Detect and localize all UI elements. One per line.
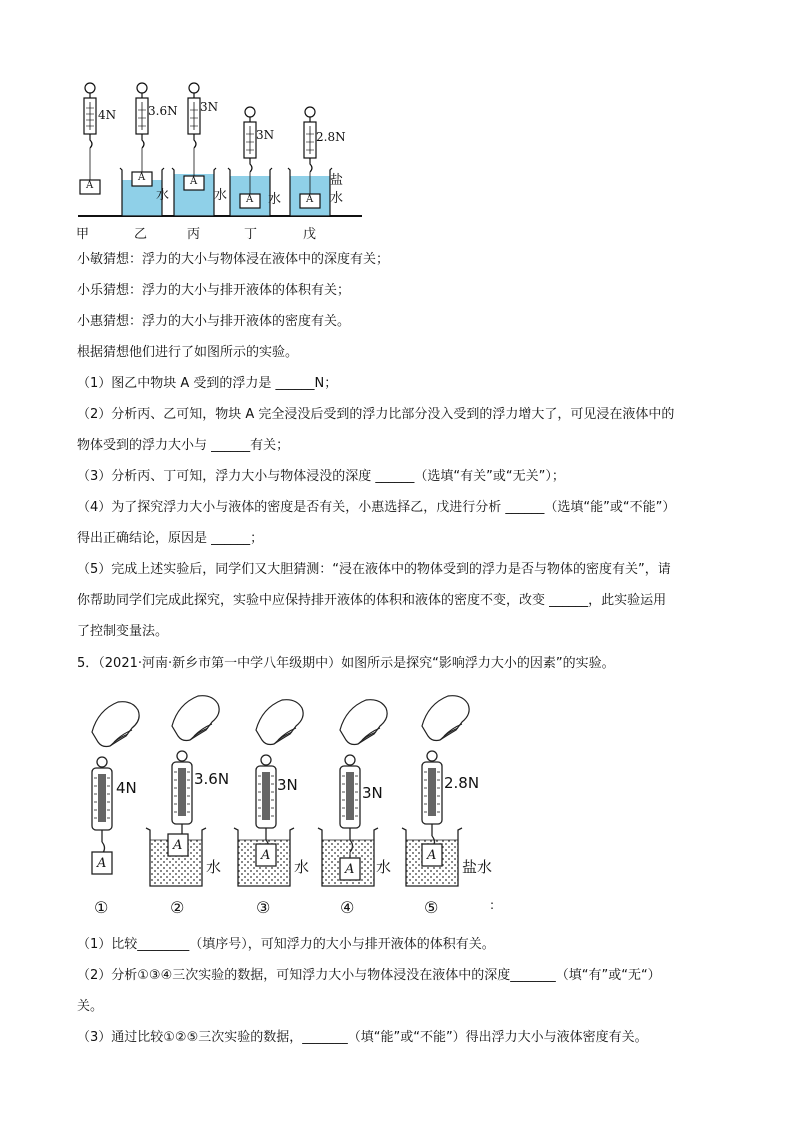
fig1-block-wu: A (306, 194, 314, 205)
fig1-block-yi: A (138, 172, 146, 183)
fig1-liquid-bing: 水 (214, 188, 228, 203)
q4-sub1: （1）图乙中物块 A 受到的浮力是 ______N； (77, 376, 338, 391)
scale-jia (80, 83, 100, 194)
fig2-reading-4: 3N (362, 784, 383, 802)
fig2-reading-5: 2.8N (444, 774, 480, 792)
fig2-block-3: A (261, 848, 271, 863)
figure-2 (78, 692, 498, 920)
fig1-stage-ding: 丁 (244, 227, 258, 242)
fig1-reading-ding: 3N (256, 128, 275, 142)
fig2-reading-2: 3.6N (194, 770, 230, 788)
fig1-stage-wu: 戊 (303, 227, 317, 242)
guess-xiaomin: 小敏猜想：浮力的大小与物体浸在液体中的深度有关； (77, 252, 390, 267)
fig2-block-4: A (345, 862, 355, 877)
q4-sub2-line1: （2）分析丙、乙可知，物块 A 完全浸没后受到的浮力比部分没入受到的浮力增大了，可见浸在液体中的 (77, 407, 675, 422)
fig2-liquid-5: 盐水 (462, 858, 493, 876)
fig1-block-bing: A (190, 176, 198, 187)
experiment-intro: 根据猜想他们进行了如图所示的实验。 (77, 345, 299, 360)
q5-sub3: （3）通过比较①②⑤三次实验的数据，_______（填“能”或“不能”）得出浮力大小与液体密度有关。 (77, 1030, 648, 1045)
fig1-stage-yi: 乙 (134, 227, 148, 242)
fig1-block-jia: A (86, 180, 94, 191)
fig1-liquid-yi: 水 (156, 188, 170, 203)
fig1-reading-jia: 4N (98, 108, 117, 122)
fig2-liquid-4: 水 (376, 858, 392, 876)
guess-xiaole: 小乐猜想：浮力的大小与排开液体的体积有关； (77, 283, 351, 298)
q5-sub1: （1）比较________（填序号），可知浮力的大小与排开液体的体积有关。 (77, 937, 495, 952)
fig1-liquid-ding: 水 (268, 192, 282, 207)
fig1-stage-jia: 甲 (76, 227, 90, 242)
q4-sub5-line3: 了控制变量法。 (77, 624, 169, 639)
guess-xiaohui: 小惠猜想：浮力的大小与排开液体的密度有关。 (77, 314, 351, 329)
q4-sub3: （3）分析丙、丁可知，浮力大小与物体浸没的深度 ______（选填“有关”或“无关”）； (77, 469, 565, 484)
fig1-reading-wu: 2.8N (316, 130, 346, 144)
fig2-liquid-3: 水 (294, 858, 310, 876)
q4-sub4-line1: （4）为了探究浮力大小与液体的密度是否有关，小惠选择乙，戊进行分析 ______（选填“能”或“不能”） (77, 500, 676, 515)
fig2-reading-3: 3N (277, 776, 298, 794)
fig1-stage-bing: 丙 (187, 227, 201, 242)
q4-sub4-line2: 得出正确结论，原因是 ______； (77, 531, 264, 546)
fig2-reading-1: 4N (116, 779, 137, 797)
q5-title: 5．（2021·河南·新乡市第一中学八年级期中）如图所示是探究“影响浮力大小的因素”的实验。 (77, 656, 615, 671)
fig2-stray-mark: : (490, 898, 495, 912)
fig2-liquid-2: 水 (206, 858, 222, 876)
fig2-number-5: ⑤ (424, 898, 439, 917)
q5-sub2-line2: 关。 (77, 999, 104, 1014)
q5-sub2-line1: （2）分析①③④三次实验的数据，可知浮力大小与物体浸没在液体中的深度_______（填“有”或“无“） (77, 968, 661, 983)
q4-sub5-line1: （5）完成上述实验后，同学们又大胆猜测：“浸在液体中的物体受到的浮力是否与物体的密度有关”，请 (77, 562, 671, 577)
fig2-number-1: ① (94, 898, 109, 917)
fig2-number-2: ② (170, 898, 185, 917)
fig2-block-5: A (427, 848, 437, 863)
q4-sub5-line2: 你帮助同学们完成此探究，实验中应保持排开液体的体积和液体的密度不变，改变 ______，此实验运用 (77, 593, 667, 608)
figure-2-drawing (78, 692, 498, 920)
fig1-liquid-wu: 盐水 (330, 173, 344, 206)
fig2-block-2: A (173, 838, 183, 853)
fig2-number-4: ④ (340, 898, 355, 917)
figure-1 (70, 78, 370, 243)
fig2-block-1: A (97, 856, 107, 871)
figure-1-drawing (70, 78, 370, 243)
q4-sub2-line2: 物体受到的浮力大小与 ______有关； (77, 438, 290, 453)
fig1-reading-bing: 3N (200, 100, 219, 114)
fig1-block-ding: A (246, 194, 254, 205)
fig1-reading-yi: 3.6N (148, 104, 178, 118)
fig2-number-3: ③ (256, 898, 271, 917)
